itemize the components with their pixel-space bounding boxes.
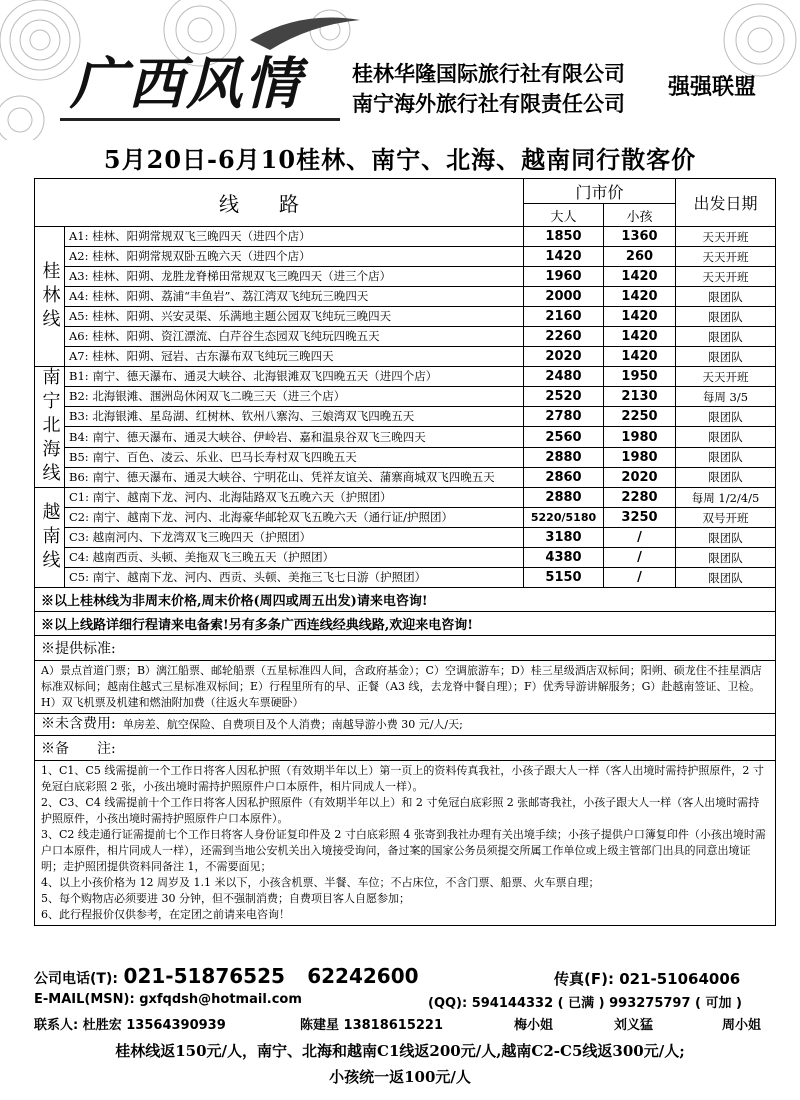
table-row <box>35 347 776 367</box>
adult-price: 2160 <box>524 307 604 327</box>
route-code: B2: <box>69 389 89 404</box>
phone-label: 公司电话(T): <box>34 971 118 987</box>
route-description: 南宁、德天瀑布、通灵大峡谷、伊岭岩、嘉和温泉谷双飞三晚四天 <box>92 429 426 444</box>
departure-date: 限团队 <box>676 447 776 467</box>
header-child: 小孩 <box>604 204 676 227</box>
routes-table <box>34 178 776 926</box>
departure-date: 限团队 <box>676 327 776 347</box>
route-description: 南宁、越南下龙、河内、西贡、头顿、美拖三飞七日游（护照团） <box>92 570 427 584</box>
table-row <box>35 488 776 508</box>
header-adult: 大人 <box>524 204 604 227</box>
route-description: 北海银滩、星岛湖、红树林、钦州八寨沟、三娘湾双飞四晚五天 <box>92 409 415 424</box>
alliance-label: 强强联盟 <box>668 75 757 100</box>
header-date: 出发日期 <box>676 179 776 227</box>
adult-price: 2780 <box>524 407 604 427</box>
adult-price: 2480 <box>524 367 604 387</box>
route-cell <box>65 227 524 247</box>
route-code: A3: <box>69 269 89 283</box>
company-name-1: 桂林华隆国际旅行社有限公司 <box>352 62 625 86</box>
contact-people-label: 联系人: <box>34 1018 79 1033</box>
route-code: A4: <box>69 289 89 303</box>
table-row <box>35 267 776 287</box>
route-description: 南宁、越南下龙、河内、北海陆路双飞五晚六天（护照团） <box>92 490 392 504</box>
route-description: 南宁、德天瀑布、通灵大峡谷、宁明花山、凭祥友谊关、蒲寨商城双飞四晚五天 <box>92 469 495 484</box>
route-cell <box>65 347 524 367</box>
table-row <box>35 427 776 447</box>
header-price: 门市价 <box>524 179 676 204</box>
table-row <box>35 407 776 427</box>
company-name-2: 南宁海外旅行社有限责任公司 <box>352 92 625 116</box>
route-cell <box>65 247 524 267</box>
adult-price: 2520 <box>524 387 604 407</box>
departure-date: 天天开班 <box>676 247 776 267</box>
route-cell <box>65 387 524 407</box>
adult-price: 1850 <box>524 227 604 247</box>
table-row <box>35 307 776 327</box>
table-row <box>35 548 776 568</box>
route-cell <box>65 427 524 447</box>
route-description: 桂林、阳朔、荔浦“丰鱼岩”、荔江湾双飞纯玩三晚四天 <box>92 289 369 303</box>
table-row <box>35 528 776 548</box>
qq-numbers[interactable]: 594144332 ( 已满 ) 993275797 ( 可加 ) <box>471 996 742 1011</box>
route-cell <box>65 568 524 588</box>
route-group-label: 南宁北海线 <box>35 367 65 488</box>
fax-number[interactable]: 021-51064006 <box>619 970 741 988</box>
adult-price: 2260 <box>524 327 604 347</box>
table-row <box>35 467 776 487</box>
rebate-line-2: 小孩统一返100元/人 <box>329 1068 471 1086</box>
route-cell <box>65 307 524 327</box>
route-cell <box>65 548 524 568</box>
remark-item: 4、以上小孩价格为 12 周岁及 1.1 米以下，小孩含机票、半餐、车位；不占床位，不含门票、船票、火车票自理； <box>41 876 600 889</box>
adult-price: 4380 <box>524 548 604 568</box>
child-price: 2280 <box>604 488 676 508</box>
route-description: 桂林、阳朔、资江漂流、白芹谷生态园双飞纯玩四晚五天 <box>92 329 380 343</box>
route-cell <box>65 407 524 427</box>
route-cell <box>65 528 524 548</box>
child-price: 1980 <box>604 427 676 447</box>
child-price: 2130 <box>604 387 676 407</box>
route-code: B3: <box>69 409 89 424</box>
adult-price: 2860 <box>524 467 604 487</box>
table-row <box>35 327 776 347</box>
route-cell <box>65 508 524 528</box>
brand-logo: 广西风情 <box>70 51 302 117</box>
child-price: 1420 <box>604 347 676 367</box>
standard-body: A）景点首道门票；B）漓江船票、邮轮船票（五星标准四人间，含政府基金）；C）空调旅游车；D）桂三星级酒店双标间；阳朔、硕龙住不挂星酒店标准双标间；越南住越式三星标准双标间；E）行程里所有的早、正餐（A3 线，去龙脊中餐自理）；F）优秀导游讲解服务；G）赴越南签证、卫检。H）双飞机票及机建和燃油附加费（往返火车票硬卧） <box>35 661 776 714</box>
table-row <box>35 247 776 267</box>
route-description: 桂林、阳朔常规双卧五晚六天（进四个店） <box>92 249 311 263</box>
table-row <box>35 227 776 247</box>
departure-date: 双号开班 <box>676 508 776 528</box>
route-code: C4: <box>69 550 89 564</box>
adult-price: 1960 <box>524 267 604 287</box>
route-description: 南宁、越南下龙、河内、北海豪华邮轮双飞五晚六天（通行证/护照团） <box>92 510 454 524</box>
route-code: B6: <box>69 469 89 484</box>
route-description: 桂林、阳朔常规双飞三晚四天（进四个店） <box>92 229 311 243</box>
adult-price: 2000 <box>524 287 604 307</box>
remark-item: 1、C1、C5 线需提前一个工作日将客人因私护照（有效期半年以上）第一页上的资料传真我社，小孩子跟大人一样（客人出境时需持护照原件，2 寸免冠白底彩照 2 张，小孩出境时需持护照原件户口本原件，相片同成人一样）。 <box>41 764 764 793</box>
route-group-label: 越南线 <box>35 488 65 588</box>
table-row <box>35 287 776 307</box>
child-price: / <box>604 568 676 588</box>
route-group-label: 桂林线 <box>35 227 65 367</box>
standard-heading: ※提供标准: <box>35 636 776 661</box>
child-price: 1980 <box>604 447 676 467</box>
contact-block <box>34 960 776 1032</box>
child-price: / <box>604 548 676 568</box>
route-cell <box>65 287 524 307</box>
departure-date: 限团队 <box>676 528 776 548</box>
departure-date: 天天开班 <box>676 267 776 287</box>
child-price: 2020 <box>604 467 676 487</box>
note-weekend: ※以上桂林线为非周末价格,周末价格(周四或周五出发)请来电咨询! <box>35 588 776 612</box>
route-cell <box>65 447 524 467</box>
adult-price: 2020 <box>524 347 604 367</box>
adult-price: 2880 <box>524 488 604 508</box>
departure-date: 限团队 <box>676 548 776 568</box>
departure-date: 限团队 <box>676 347 776 367</box>
child-price: 3250 <box>604 508 676 528</box>
table-row <box>35 568 776 588</box>
logo-underline <box>60 118 340 121</box>
child-price: 1420 <box>604 287 676 307</box>
route-description: 南宁、百色、凌云、乐业、巴马长寿村双飞四晚五天 <box>92 449 357 464</box>
child-price: 1420 <box>604 267 676 287</box>
table-row <box>35 387 776 407</box>
route-code: A6: <box>69 329 89 343</box>
route-code: A5: <box>69 309 89 323</box>
route-description: 桂林、阳朔、龙胜龙脊梯田常规双飞三晚四天（进三个店） <box>92 269 392 283</box>
route-description: 越南河内、下龙湾双飞三晚四天（护照团） <box>92 530 312 544</box>
header <box>0 0 800 140</box>
remark-item: 3、C2 线走通行证需提前七个工作日将客人身份证复印件及 2 寸白底彩照 4 张寄到我社办理有关出境手续；小孩子提供户口簿复印件（小孩出境时需户口本原件，相片同成人一样），还需到当地公安机关出入境接受询问，备过案的国家公务员须提交所属工作单位或上级主管部门出具的同意出境证明；走护照团提供资料同备注 1，不需要面见； <box>41 828 766 873</box>
header-line: 线路 <box>35 179 524 227</box>
departure-date: 限团队 <box>676 407 776 427</box>
child-price: 1420 <box>604 307 676 327</box>
departure-date: 每周 3/5 <box>676 387 776 407</box>
departure-date: 天天开班 <box>676 367 776 387</box>
rebate-line-1: 桂林线返150元/人，南宁、北海和越南C1线返200元/人,越南C2-C5线返300元/人; <box>115 1042 685 1060</box>
route-cell <box>65 267 524 287</box>
email-label: E-MAIL(MSN): <box>34 992 135 1007</box>
adult-price: 3180 <box>524 528 604 548</box>
child-price: 1950 <box>604 367 676 387</box>
child-price: 1420 <box>604 327 676 347</box>
note-itinerary: ※以上线路详细行程请来电备索!另有多条广西连线经典线路,欢迎来电咨询! <box>35 612 776 636</box>
route-cell <box>65 467 524 487</box>
departure-date: 限团队 <box>676 467 776 487</box>
email-address[interactable]: gxfqdsh@hotmail.com <box>139 992 302 1007</box>
route-code: C5: <box>69 570 89 584</box>
fax-label: 传真(F): <box>554 970 614 988</box>
route-code: C3: <box>69 530 89 544</box>
route-cell <box>65 488 524 508</box>
remark-item: 2、C3、C4 线需提前十个工作日将客人因私护照原件（有效期半年以上）和 2 寸免冠白底彩照 2 张邮寄我社，小孩子跟大人一样（客人出境时需持护照原件，小孩出境时需持护照原件户口本原件）。 <box>41 796 760 825</box>
route-code: A2: <box>69 249 89 263</box>
adult-price: 2880 <box>524 447 604 467</box>
excluded-body: 单房差、航空保险、自费项目及个人消费；南越导游小费 30 元/人/天; <box>122 718 463 731</box>
table-row <box>35 447 776 467</box>
table-row <box>35 508 776 528</box>
route-description: 桂林、阳朔、冠岩、古东瀑布双飞纯玩三晚四天 <box>92 349 334 363</box>
adult-price: 2560 <box>524 427 604 447</box>
departure-date: 每周 1/2/4/5 <box>676 488 776 508</box>
phone-number-2[interactable]: 62242600 <box>307 964 419 988</box>
child-price: 260 <box>604 247 676 267</box>
contact-person: 刘义猛 <box>614 1018 654 1033</box>
route-description: 南宁、德天瀑布、通灵大峡谷、北海银滩双飞四晚五天（进四个店） <box>92 369 438 384</box>
contact-person: 陈建星 13818615221 <box>300 1018 444 1033</box>
departure-date: 限团队 <box>676 287 776 307</box>
remarks-list <box>35 761 776 926</box>
contact-person: 梅小姐 <box>514 1018 554 1033</box>
child-price: 1360 <box>604 227 676 247</box>
adult-price: 5220/5180 <box>524 508 604 528</box>
page-title: 5月20日-6月10桂林、南宁、北海、越南同行散客价 <box>103 145 697 174</box>
route-cell <box>65 327 524 347</box>
route-code: C1: <box>69 490 89 504</box>
adult-price: 1420 <box>524 247 604 267</box>
route-code: B1: <box>69 369 89 384</box>
route-code: B4: <box>69 429 89 444</box>
table-row <box>35 367 776 387</box>
route-code: A1: <box>69 229 89 243</box>
contact-person: 周小姐 <box>722 1018 762 1033</box>
route-code: B5: <box>69 449 89 464</box>
qq-label: (QQ): <box>428 996 468 1011</box>
route-cell <box>65 367 524 387</box>
departure-date: 限团队 <box>676 427 776 447</box>
remarks-heading: ※备 注: <box>35 736 776 761</box>
adult-price: 5150 <box>524 568 604 588</box>
departure-date: 限团队 <box>676 307 776 327</box>
departure-date: 天天开班 <box>676 227 776 247</box>
child-price: 2250 <box>604 407 676 427</box>
route-code: A7: <box>69 349 89 363</box>
contact-person: 杜胜宏 13564390939 <box>82 1018 226 1033</box>
departure-date: 限团队 <box>676 568 776 588</box>
child-price: / <box>604 528 676 548</box>
route-description: 北海银滩、涠洲岛休闲双飞二晚三天（进三个店） <box>92 389 346 404</box>
route-code: C2: <box>69 510 89 524</box>
remark-item: 6、此行程报价仅供参考，在定团之前请来电咨询！ <box>41 908 290 921</box>
remark-item: 5、每个购物店必须要进 30 分钟，但不强制消费；自费项目客人自愿参加； <box>41 892 410 905</box>
phone-number-1[interactable]: 021-51876525 <box>123 964 285 988</box>
excluded-heading: ※未含费用: <box>41 716 116 732</box>
route-description: 越南西贡、头顿、美拖双飞三晚五天（护照团） <box>92 550 335 564</box>
route-description: 桂林、阳朔、兴安灵渠、乐满地主题公园双飞纯玩三晚四天 <box>92 309 392 323</box>
